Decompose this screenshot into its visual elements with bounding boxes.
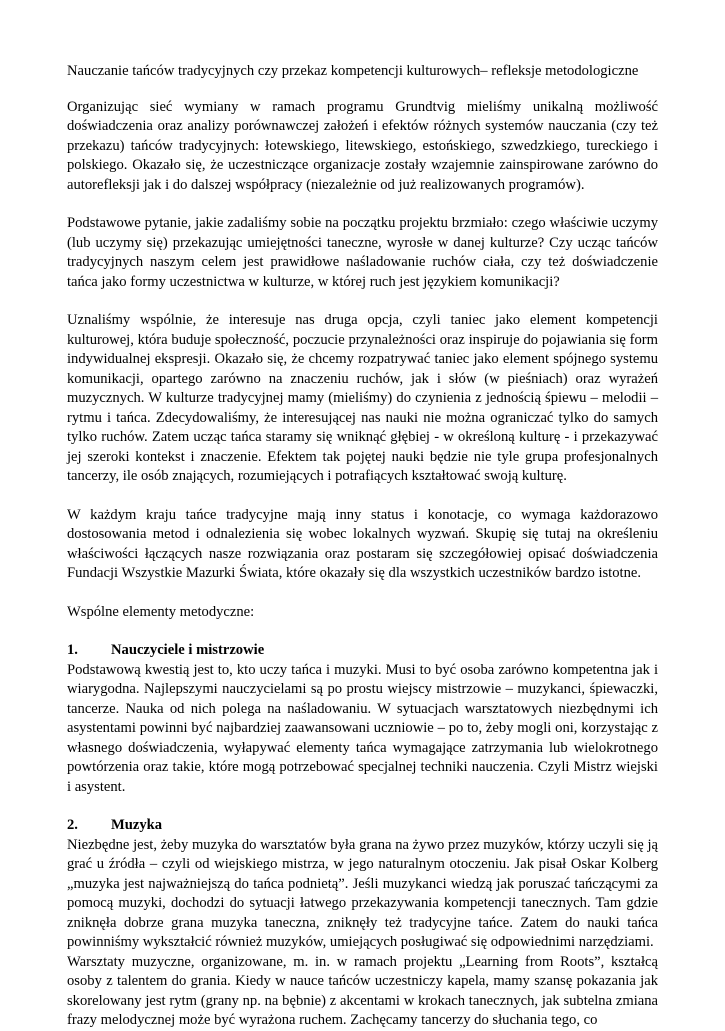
- section-number: 2.: [67, 817, 78, 833]
- section-number: 1.: [67, 642, 78, 658]
- paragraph-agreement: Uznaliśmy wspólnie, że interesuje nas druga opcja, czyli taniec jako element kompetencji kulturowej, która buduje społeczność, poczucie przynależności oraz inspiruje do pojawiania się form indywidualnej ekspresji. Okazało się, że chcemy rozpatrywać taniec jako element spójnego systemu komunikacji, opartego zarówno na znaczeniu ruchów, jak i słów (w pieśniach) oraz wyrażeń muzycznych. W kulturze tradycyjnej mamy (mieliśmy) do czynienia z jednością śpiewu – melodii – rytmu i tańca. Zdecydowaliśmy, że interesującej nas nauki nie można ograniczać tylko do samych tylko ruchów. Zatem ucząc tańca staramy się wniknąć głębiej - w określoną kulturę - i przekazywać jej szeroki kontekst i znaczenie. Efektem tak pojętej nauki będzie nie tyle grupa profesjonalnych tancerzy, ile osób znających, rozumiejących i potrafiących kształtować swoją kulturę.: [67, 312, 658, 484]
- document-title: Nauczanie tańców tradycyjnych czy przekaz kompetencji kulturowych– refleksje metodologiczne: [67, 63, 639, 79]
- section-paragraph: Podstawową kwestią jest to, kto uczy tańca i muzyki. Musi to być osoba zarówno kompetentna jak i wiarygodna. Najlepszymi nauczycielami są po prostu wiejscy mistrzowie – muzykanci, śpiewaczki, tancerze. Nauka od nich polega na naśladowaniu. W sytuacjach warsztatowych niezbędnymi ich asystentami powinni być najbardziej zaawansowani uczniowie – po to, żeby mogli oni, korzystając z własnego doświadczenia, wyłapywać elementy tańca wymagające zatrzymania lub wielokrotnego powtórzenia oraz takie, które mogą potrzebować specjalnej techniki nauczenia. Czyli Mistrz wiejski i asystent.: [67, 661, 658, 795]
- section-paragraph: Warsztaty muzyczne, organizowane, m. in. w ramach projektu „Learning from Roots”, kształcą osoby z talentem do grania. Kiedy w nauce tańców uczestniczy kapela, mamy szansę pokazania jak skorelowany jest rytm (grany np. na bębnie) z akcentami w krokach tanecznych, jak subtelna zmiana frazy melodycznej może być wyrażona ruchem. Zachęcamy tancerzy do słuchania tego, co: [67, 953, 658, 1028]
- paragraph-countries: W każdym kraju tańce tradycyjne mają inny status i konotacje, co wymaga każdorazowo dostosowania metod i odnalezienia się wobec lokalnych wyzwań. Skupię się tutaj na określeniu właściwości łączących nasze rozwiązania oraz postaram się szczegółowiej opisać doświadczenia Fundacji Wszystkie Mazurki Świata, które okazały się dla wszystkich uczestników bardzo istotne.: [67, 506, 658, 581]
- paragraph-intro: Organizując sieć wymiany w ramach programu Grundtvig mieliśmy unikalną możliwość doświadczenia oraz analizy porównawczej założeń i efektów różnych systemów nauczania (czy też przekazu) tańców tradycyjnych: łotewskiego, litewskiego, estońskiego, szwedzkiego, tureckiego i polskiego. Okazało się, że uczestniczące organizacje zostały wzajemnie zainspirowane zarówno do autorefleksji jak i do dalszej współpracy (niezależnie od już realizowanych programów).: [67, 98, 658, 193]
- paragraph-common-elements: Wspólne elementy metodyczne:: [67, 603, 255, 620]
- section-title: Muzyka: [111, 817, 163, 833]
- paragraph-question: Podstawowe pytanie, jakie zadaliśmy sobie na początku projektu brzmiało: czego właściwie uczymy (lub uczymy się) przekazując umiejętności taneczne, wyrosłe w danej kulturze? Czy ucząc tańców tradycyjnych naszym celem jest prawidłowe naśladowanie ruchów ciała, czy też doświadczenie tańca jako formy uczestnictwa w kulturze, w której ruch jest językiem komunikacji?: [67, 215, 658, 290]
- section-heading-teachers: [67, 641, 658, 661]
- section-heading-music: [67, 816, 658, 836]
- section-title: Nauczyciele i mistrzowie: [111, 642, 265, 658]
- section-paragraph: Niezbędne jest, żeby muzyka do warsztatów była grana na żywo przez muzyków, którzy uczyli się ją grać u źródła – czyli od wiejskiego mistrza, w jego naturalnym otoczeniu. Jak pisał Oskar Kolberg „muzyka jest najważniejszą do tańca podnietą”. Jeśli muzykanci wiedzą jak poruszać tańczącymi za pomocą muzyki, dochodzi do sytuacji łatwego przekazywania kompetencji tanecznych. Tam gdzie zniknęła dobrze grana muzyka taneczna, zniknęły też tradycyjne tańce. Zatem do nauki tańca powinniśmy wykształcić również muzyków, umiejących posługiwać się odpowiednimi narzędziami.: [67, 836, 658, 950]
